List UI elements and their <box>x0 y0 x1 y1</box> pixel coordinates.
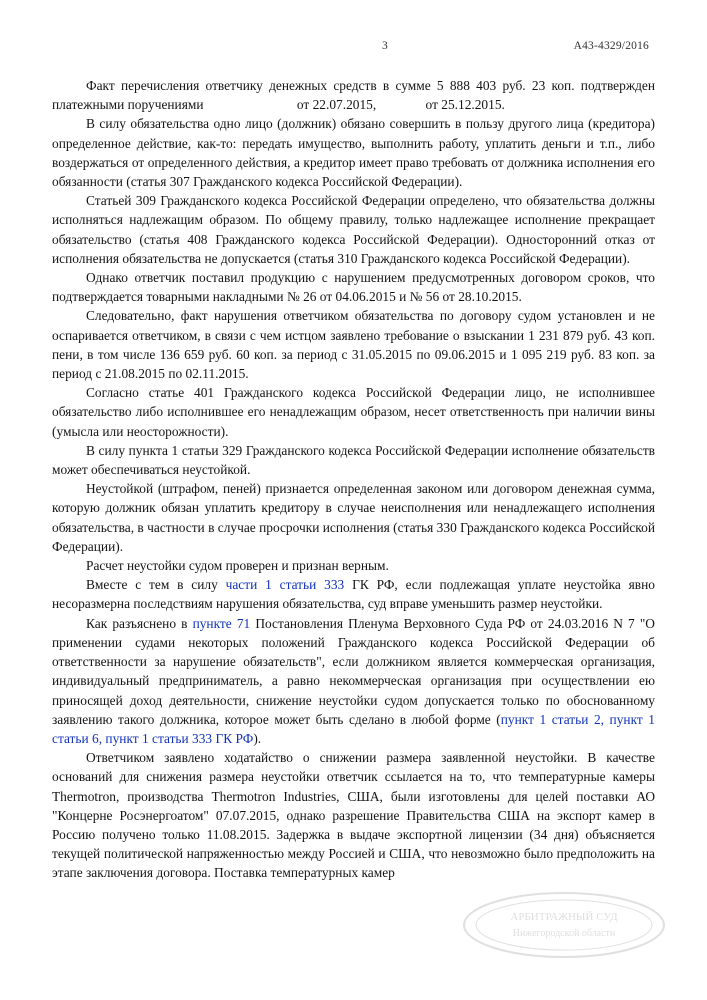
paragraph <box>52 383 655 441</box>
paragraph-text: Расчет неустойки судом проверен и признан верным. <box>86 558 389 574</box>
paragraph-text: В силу пункта 1 статьи 329 Гражданского кодекса Российской Федерации исполнение обязательств может обеспечиваться неустойкой. <box>52 442 655 478</box>
paragraph <box>52 614 655 748</box>
paragraph-text: Однако ответчик поставил продукцию с нарушением предусмотренных договором сроков, что подтверждается товарными накладными № 26 от 04.06.2015 и № 56 от 28.10.2015. <box>52 270 655 305</box>
paragraph-text: Ответчиком заявлено ходатайство о снижении размера заявленной неустойки. В качестве оснований для снижения размера неустойки ответчик ссылается на то, что температурные камеры Thermotron, производства Thermotron Industries, США, были изготовлены для целей поставки АО "Концерне Росэнергоатом" 07.07.2015, однако разрешение Правительства США на экспорт камер в Россию получено только 11.08.2015. Задержка в выдаче экспортной лицензии (34 дня) объясняется текущей политической напряженностью между Россией и США, что невозможно было предположить на этапе заключения договора. Поставка температурных камер <box>52 750 655 881</box>
legal-reference-link[interactable]: пункте 71 <box>192 615 251 631</box>
paragraph <box>52 556 655 575</box>
paragraph-text: ). <box>253 730 262 746</box>
paragraph-text: Постановления Пленума Верховного Суда РФ от 24.03.2016 N 7 "О применении судами некоторых положений Гражданского кодекса Российской Федерации об ответственности за нарушение обязательств", если должником является коммерческая организация, индивидуальный предприниматель, а равно некоммерческая организация при осуществлении ею приносящей доход деятельности, снижение неустойки судом допускается только по обоснованному заявлению такого должника, которое может быть сделано в любой форме ( <box>52 615 655 727</box>
paragraph-text: Как разъяснено в <box>86 615 193 631</box>
paragraph-text: Статьей 309 Гражданского кодекса Российской Федерации определено, что обязательства должны исполняться надлежащим образом. По общему правилу, только надлежащее исполнение прекращает обязательство (статья 408 Гражданского кодекса Российской Федерации). Односторонний отказ от исполнения обязательства не допускается (статья 310 Гражданского кодекса Российской Федерации). <box>52 193 655 266</box>
paragraph <box>52 441 655 479</box>
svg-text:АРБИТРАЖНЫЙ СУД: АРБИТРАЖНЫЙ СУД <box>510 911 618 923</box>
legal-reference-link[interactable]: пункт 1 статьи 2, пункт 1 статьи 6, пункт 1 статьи 333 ГК РФ <box>52 711 655 746</box>
paragraph <box>52 268 655 306</box>
paragraph <box>52 748 655 882</box>
paragraph-text: от 22.07.2015, <box>296 97 380 113</box>
document-body <box>52 76 655 883</box>
paragraph-text: Согласно статье 401 Гражданского кодекса Российской Федерации лицо, не исполнившее обязательство либо исполнившее его ненадлежащим образом, несет ответственность при наличии вины (умысла или неосторожности). <box>52 385 655 439</box>
paragraph-text: Факт перечисления ответчику денежных средств в сумме 5 888 403 руб. 23 коп. подтвержден платежными поручениями <box>52 78 655 113</box>
paragraph <box>52 191 655 268</box>
paragraph-text: от 25.12.2015. <box>425 97 505 113</box>
paragraph <box>52 114 655 191</box>
paragraph <box>52 479 655 556</box>
paragraph <box>52 575 655 613</box>
paragraph-text: Неустойкой (штрафом, пеней) признается определенная законом или договором денежная сумма, которую должник обязан уплатить кредитору в случае неисполнения или ненадлежащего исполнения обязательства, в частности в случае просрочки исполнения (статья 330 Гражданского кодекса Российской Федерации). <box>52 481 655 554</box>
case-number: А43-4329/2016 <box>573 40 649 52</box>
paragraph-text: В силу обязательства одно лицо (должник) обязано совершить в пользу другого лица (кредитора) определенное действие, как-то: передать имущество, выполнить работу, уплатить деньги и т.п., либо воздержаться от определенного действия, а кредитор имеет право требовать от должника исполнения его обязанности (статья 307 Гражданского кодекса Российской Федерации). <box>52 116 655 190</box>
legal-reference-link[interactable]: части 1 статьи 333 <box>225 577 345 593</box>
page-header <box>52 40 655 66</box>
page-number: 3 <box>382 40 388 52</box>
court-seal-watermark <box>459 890 669 960</box>
paragraph-text: Следовательно, факт нарушения ответчиком обязательства по договору судом установлен и не оспаривается ответчиком, в связи с чем истцом заявлено требование о взыскании 1 231 879 руб. 43 коп. пени, в том числе 136 659 руб. 60 коп. за период с 31.05.2015 по 09.06.2015 и 1 095 219 руб. 83 коп. за период с 21.08.2015 по 02.11.2015. <box>52 308 655 382</box>
svg-text:Нижегородской области: Нижегородской области <box>512 928 616 939</box>
paragraph <box>52 306 655 383</box>
paragraph-text: Вместе с тем в силу <box>86 577 226 593</box>
paragraph <box>52 76 655 114</box>
scan-artifact <box>120 4 230 18</box>
paragraph-text: ГК РФ, если подлежащая уплате неустойка явно несоразмерна последствиям нарушения обязательства, суд вправе уменьшить размер неустойки. <box>52 577 655 612</box>
